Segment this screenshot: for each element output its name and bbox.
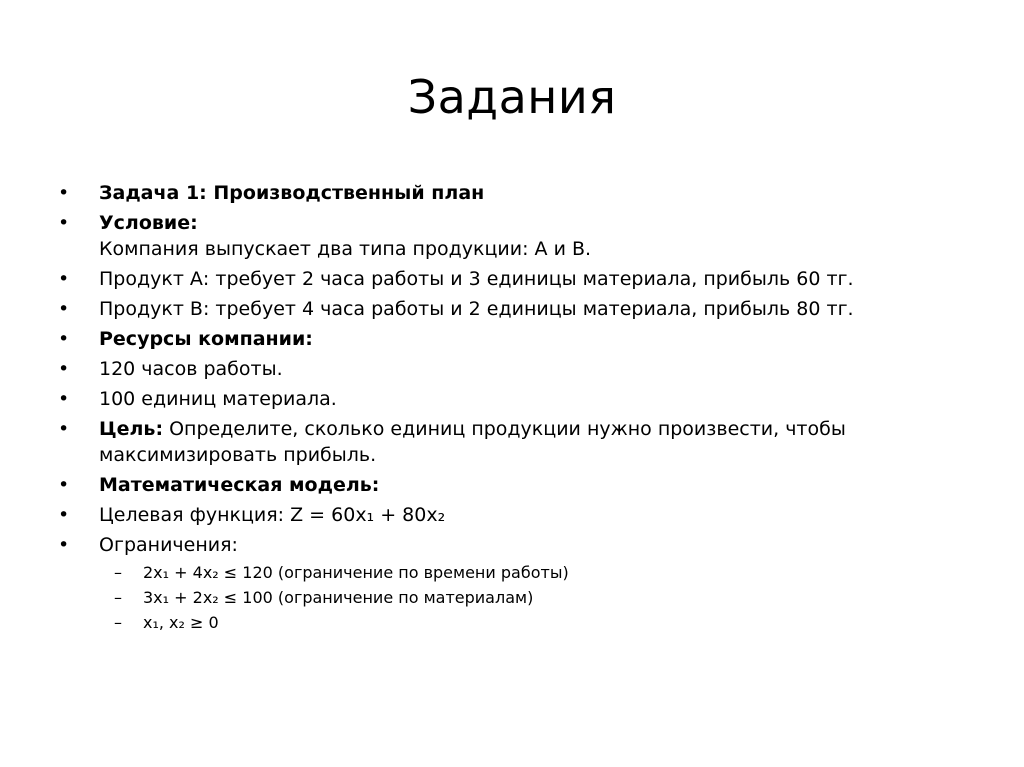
bullet-hours <box>58 356 958 382</box>
bullet-text: Компания выпускает два типа продукции: А и В. <box>99 238 592 260</box>
subbullet-material-constraint <box>58 587 958 609</box>
bullet-text: 100 единиц материала. <box>99 388 337 410</box>
bullet-task-1 <box>58 180 958 206</box>
slide-title: Задания <box>407 70 617 124</box>
bullet-bold-text: Ресурсы компании: <box>99 328 313 350</box>
bullet-icon: • <box>58 212 70 234</box>
bullet-resources <box>58 326 958 352</box>
bullet-constraints <box>58 532 958 558</box>
bullet-icon: • <box>58 298 70 320</box>
subbullet-time-constraint <box>58 562 958 584</box>
bullet-product-a <box>58 266 958 292</box>
subbullet-text: 3x₁ + 2x₂ ≤ 100 (ограничение по материалам) <box>143 588 534 607</box>
bullet-icon: • <box>58 182 70 204</box>
slide-content <box>58 180 958 637</box>
bullet-text: Продукт А: требует 2 часа работы и 3 единицы материала, прибыль 60 тг. <box>99 268 854 290</box>
subbullet-text: 2x₁ + 4x₂ ≤ 120 (ограничение по времени работы) <box>143 563 569 582</box>
bullet-bold-text: Цель: <box>99 418 164 440</box>
bullet-bold-text: Математическая модель: <box>99 474 380 496</box>
dash-icon: – <box>114 588 122 607</box>
subbullet-nonnegativity <box>58 612 958 634</box>
bullet-text: Целевая функция: Z = 60x₁ + 80x₂ <box>99 504 446 526</box>
bullet-icon: • <box>58 418 70 440</box>
bullet-goal <box>58 416 958 468</box>
bullet-material <box>58 386 958 412</box>
bullet-math-model <box>58 472 958 498</box>
bullet-text: Определите, сколько единиц продукции нужно произвести, чтобы максимизировать прибыль. <box>99 418 846 466</box>
bullet-objective <box>58 502 958 528</box>
bullet-icon: • <box>58 268 70 290</box>
bullet-icon: • <box>58 474 70 496</box>
bullet-text: Ограничения: <box>99 534 238 556</box>
dash-icon: – <box>114 563 122 582</box>
bullet-condition <box>58 210 958 262</box>
bullet-text: Продукт В: требует 4 часа работы и 2 единицы материала, прибыль 80 тг. <box>99 298 854 320</box>
bullet-icon: • <box>58 504 70 526</box>
bullet-product-b <box>58 296 958 322</box>
dash-icon: – <box>114 613 122 632</box>
bullet-icon: • <box>58 358 70 380</box>
bullet-icon: • <box>58 328 70 350</box>
subbullet-text: x₁, x₂ ≥ 0 <box>143 613 219 632</box>
bullet-text: 120 часов работы. <box>99 358 283 380</box>
bullet-icon: • <box>58 534 70 556</box>
bullet-icon: • <box>58 388 70 410</box>
bullet-bold-text: Задача 1: Производственный план <box>99 182 485 204</box>
bullet-bold-text: Условие: <box>99 212 198 234</box>
